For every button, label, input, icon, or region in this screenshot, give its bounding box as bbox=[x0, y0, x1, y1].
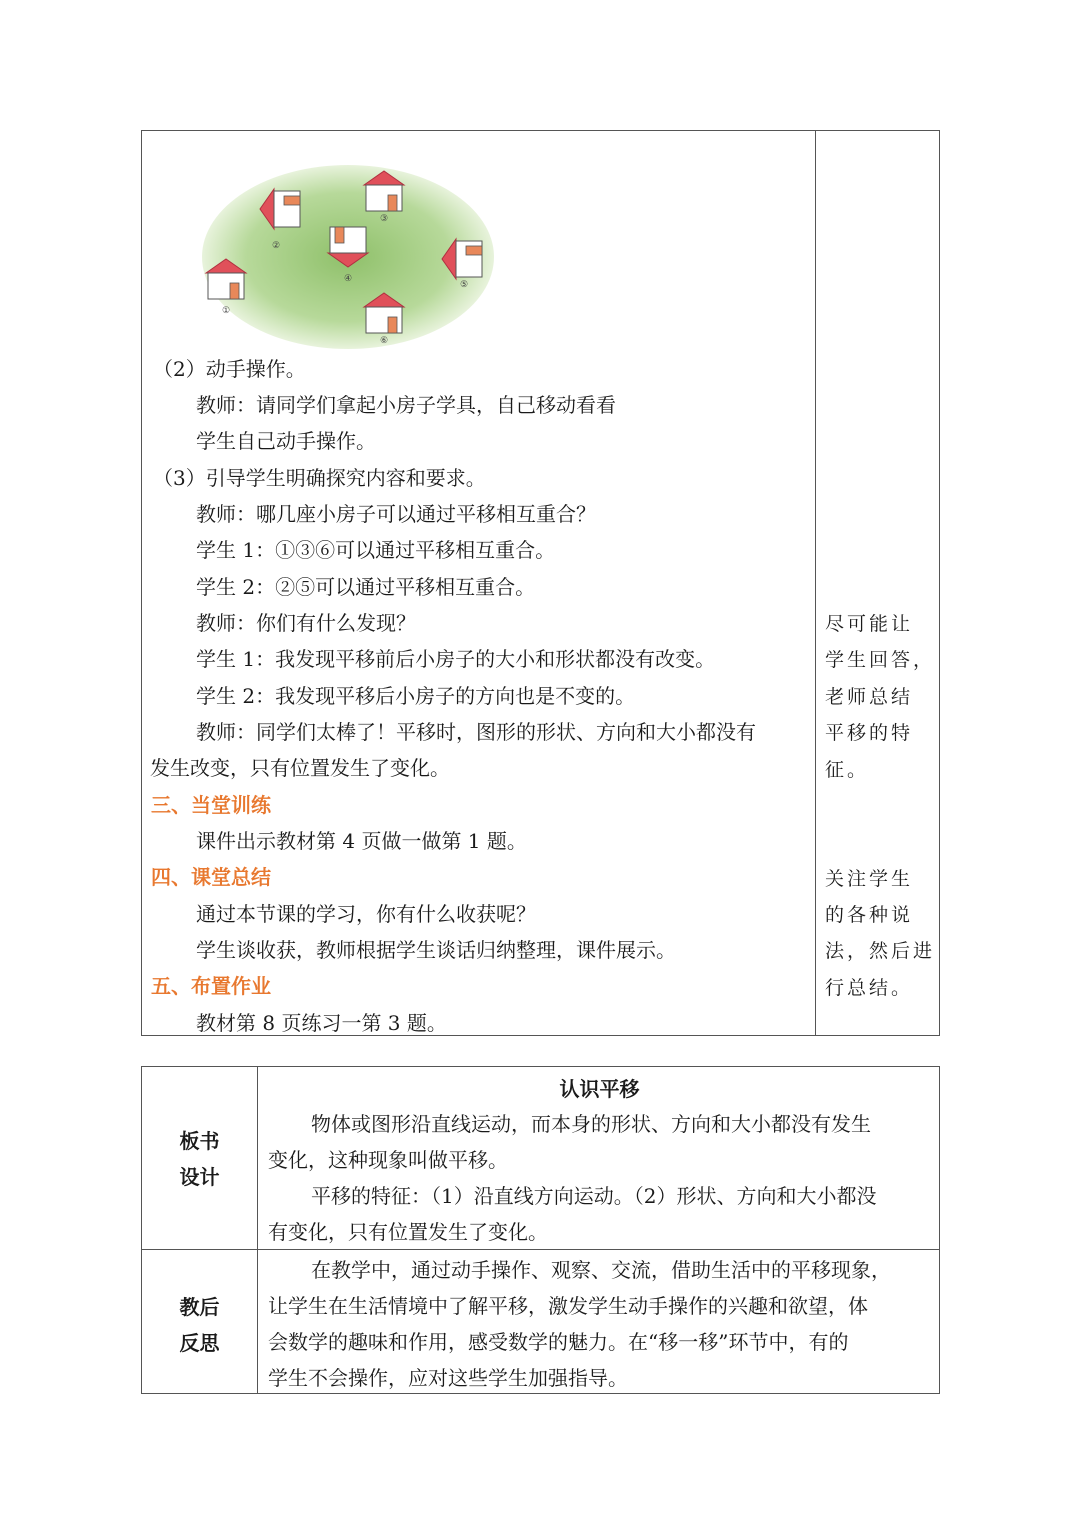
teacher-line: 教师：哪几座小房子可以通过平移相互重合？ bbox=[196, 502, 596, 526]
reflection-label: 教后 bbox=[179, 1295, 220, 1319]
house-translation-figure bbox=[198, 161, 498, 351]
column-divider bbox=[815, 131, 816, 1035]
side-note-line: 尽可能让 bbox=[825, 613, 914, 635]
section-heading-3: 三、当堂训练 bbox=[151, 793, 271, 817]
reflection-line: 在教学中，通过动手操作、观察、交流，借助生活中的平移现象， bbox=[311, 1258, 891, 1282]
house-label-3: ③ bbox=[379, 214, 389, 224]
student-line: 学生 2：②⑤可以通过平移相互重合。 bbox=[196, 575, 536, 599]
board-line: 变化，这种现象叫做平移。 bbox=[268, 1148, 508, 1172]
student-line: 学生 1：①③⑥可以通过平移相互重合。 bbox=[196, 538, 556, 562]
body-line: 学生谈收获，教师根据学生谈话归纳整理，课件展示。 bbox=[196, 938, 676, 962]
student-line: 学生 1：我发现平移前后小房子的大小和形状都没有改变。 bbox=[196, 647, 716, 671]
house-label-5: ⑤ bbox=[459, 280, 469, 290]
side-note-line: 征。 bbox=[825, 759, 870, 781]
step-heading: （2）动手操作。 bbox=[153, 357, 306, 381]
side-note-line: 平移的特 bbox=[825, 722, 914, 744]
reflection-line: 让学生在生活情境中了解平移，激发学生动手操作的兴趣和欲望，体 bbox=[268, 1294, 868, 1318]
section-heading-4: 四、课堂总结 bbox=[151, 865, 271, 889]
lesson-process-table bbox=[141, 130, 940, 1036]
reflection-line: 会数学的趣味和作用，感受数学的魅力。在“移一移”环节中，有的 bbox=[268, 1330, 849, 1354]
column-divider bbox=[257, 1067, 258, 1393]
teacher-line: 教师：你们有什么发现？ bbox=[196, 611, 416, 635]
house-label-4: ④ bbox=[343, 274, 353, 284]
teacher-line: 教师：同学们太棒了！平移时，图形的形状、方向和大小都没有 bbox=[196, 720, 756, 744]
board-line: 有变化，只有位置发生了变化。 bbox=[268, 1220, 548, 1244]
board-and-reflection-table bbox=[141, 1066, 940, 1394]
side-note-line: 法，然后进 bbox=[825, 940, 936, 962]
section-heading-5: 五、布置作业 bbox=[151, 974, 271, 998]
board-line: 物体或图形沿直线运动，而本身的形状、方向和大小都没有发生 bbox=[311, 1112, 871, 1136]
board-line: 平移的特征：（1）沿直线方向运动。（2）形状、方向和大小都没 bbox=[311, 1184, 877, 1208]
teacher-line-cont: 发生改变，只有位置发生了变化。 bbox=[150, 756, 450, 780]
teacher-line: 教师：请同学们拿起小房子学具，自己移动看看 bbox=[196, 393, 616, 417]
reflection-label: 反思 bbox=[179, 1331, 220, 1355]
side-note-line: 学生回答， bbox=[825, 649, 936, 671]
side-note-line: 关注学生 bbox=[825, 868, 914, 890]
student-line: 学生 2：我发现平移后小房子的方向也是不变的。 bbox=[196, 684, 636, 708]
student-line: 学生自己动手操作。 bbox=[196, 429, 376, 453]
reflection-line: 学生不会操作，应对这些学生加强指导。 bbox=[268, 1366, 628, 1390]
body-line: 通过本节课的学习，你有什么收获呢？ bbox=[196, 902, 536, 926]
side-note-line: 行总结。 bbox=[825, 977, 914, 999]
side-note-line: 的各种说 bbox=[825, 904, 914, 926]
side-note-line: 老师总结 bbox=[825, 686, 914, 708]
body-line: 教材第 8 页练习一第 3 题。 bbox=[196, 1011, 447, 1035]
house-label-1: ① bbox=[221, 306, 231, 316]
board-design-label: 设计 bbox=[179, 1165, 220, 1189]
board-design-label: 板书 bbox=[179, 1129, 220, 1153]
board-title: 认识平移 bbox=[559, 1077, 640, 1101]
body-line: 课件出示教材第 4 页做一做第 1 题。 bbox=[196, 829, 527, 853]
step-heading: （3）引导学生明确探究内容和要求。 bbox=[153, 466, 486, 490]
house-label-2: ② bbox=[271, 241, 281, 251]
house-label-6: ⑥ bbox=[379, 336, 389, 346]
